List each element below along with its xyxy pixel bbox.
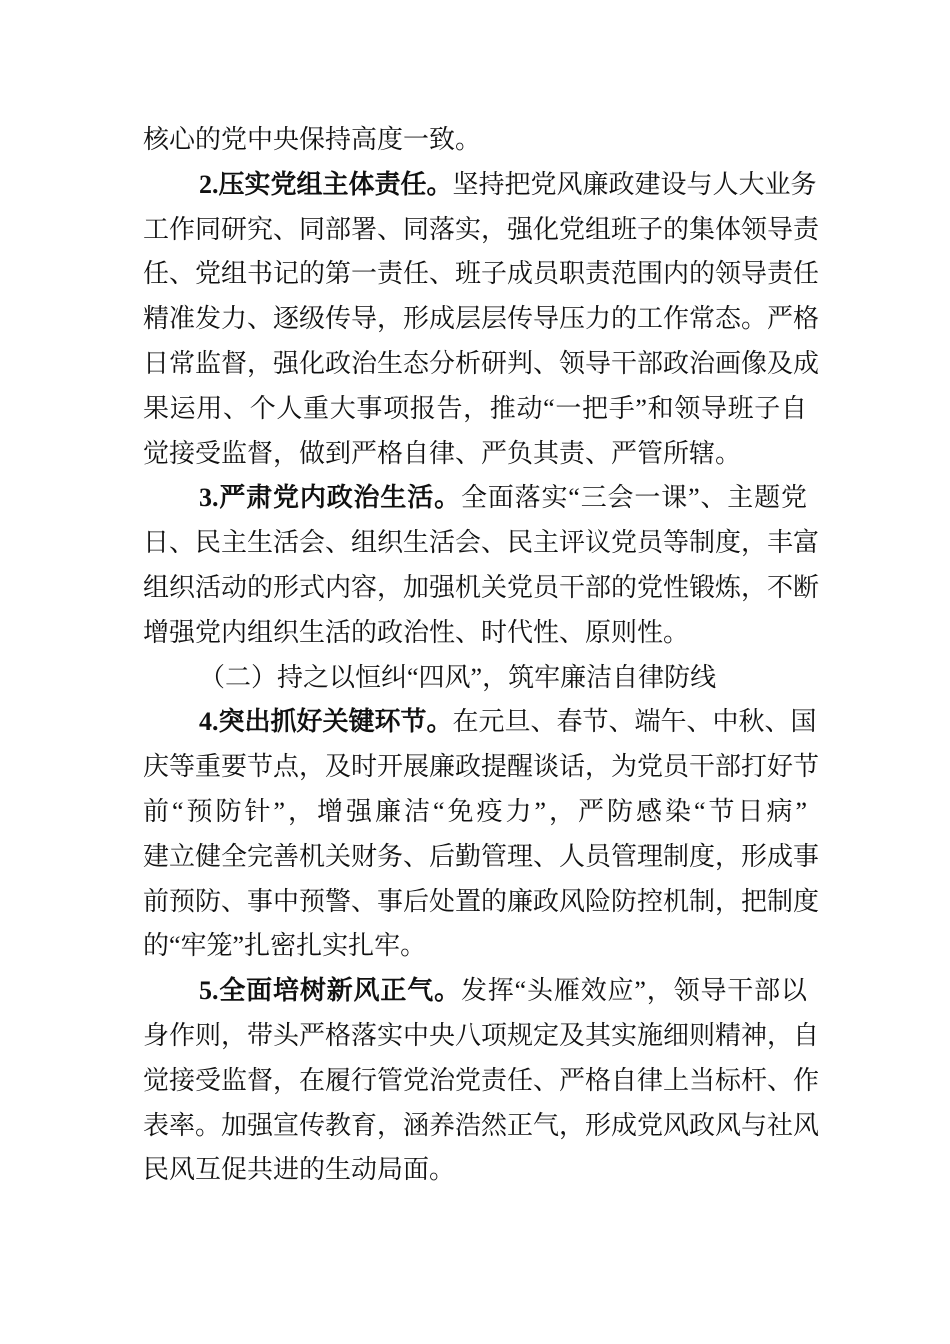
line-text: 任、党组书记的第一责任、班子成员职责范围内的领导责任: [143, 259, 820, 289]
text-line: [143, 252, 820, 297]
line-text: 增强党内组织生活的政治性、时代性、原则性。: [143, 617, 690, 647]
line-text: 前“预防针”，增强廉洁“免疫力”，严防感染“节日病”: [143, 796, 807, 826]
text-line: [143, 745, 820, 790]
line-text: 在元旦、春节、端午、中秋、国: [452, 707, 817, 737]
line-text: 发挥“头雁效应”，领导干部以: [460, 976, 807, 1006]
paragraph-lead: 3.严肃党内政治生活。: [199, 483, 461, 513]
paragraph-heading-line: [143, 700, 817, 745]
text-line: [143, 208, 820, 253]
text-line: [143, 1148, 807, 1193]
text-line: [143, 790, 807, 835]
text-line: [143, 1104, 820, 1149]
text-line: [143, 1014, 820, 1059]
document-page: [143, 118, 820, 1193]
text-line: [143, 1059, 820, 1104]
text-line: [143, 432, 807, 477]
line-text: 工作同研究、同部署、同落实，强化党组班子的集体领导责: [143, 214, 820, 244]
paragraph-heading-line: [143, 969, 807, 1014]
line-text: 前预防、事中预警、事后处置的廉政风险防控机制，把制度: [143, 886, 820, 916]
line-text: 日、民主生活会、组织生活会、民主评议党员等制度，丰富: [143, 528, 820, 558]
line-text: 身作则，带头严格落实中央八项规定及其实施细则精神，自: [143, 1020, 820, 1050]
paragraph-heading-line: [143, 476, 807, 521]
line-text: 精准发力、逐级传导，形成层层传导压力的工作常态。严格: [143, 304, 820, 334]
text-line: [143, 387, 807, 432]
paragraph-lead: 5.全面培树新风正气。: [199, 976, 461, 1006]
line-text: 果运用、个人重大事项报告，推动“一把手”和领导班子自: [143, 393, 807, 423]
line-text: 庆等重要节点，及时开展廉政提醒谈话，为党员干部打好节: [143, 752, 820, 782]
text-line: [143, 342, 820, 387]
text-line: [143, 611, 807, 656]
text-line: [143, 835, 820, 880]
line-text: 全面落实“三会一课”、主题党: [460, 483, 807, 513]
line-text: 表率。加强宣传教育，涵养浩然正气，形成党风政风与社风: [143, 1110, 820, 1140]
paragraph-heading-line: [143, 163, 817, 208]
line-text: 的“牢笼”扎密扎实扎牢。: [143, 931, 427, 961]
line-text: 觉接受监督，做到严格自律、严负其责、严管所辖。: [143, 438, 742, 468]
text-line: [143, 924, 807, 969]
paragraph-lead: 4.突出抓好关键环节。: [199, 707, 453, 737]
text-line: [143, 566, 820, 611]
line-text: （二）持之以恒纠“四风”，筑牢廉洁自律防线: [199, 662, 717, 692]
text-line: [143, 118, 807, 163]
line-text: 建立健全完善机关财务、后勤管理、人员管理制度，形成事: [143, 841, 820, 871]
text-line: [143, 656, 807, 701]
text-line: [143, 521, 820, 566]
text-line: [143, 880, 820, 925]
line-text: 民风互促共进的生动局面。: [143, 1155, 456, 1185]
line-text: 坚持把党风廉政建设与人大业务: [452, 169, 817, 199]
line-text: 日常监督，强化政治生态分析研判、领导干部政治画像及成: [143, 348, 820, 378]
line-text: 觉接受监督，在履行管党治党责任、严格自律上当标杆、作: [143, 1065, 820, 1095]
line-text: 组织活动的形式内容，加强机关党员干部的党性锻炼，不断: [143, 572, 820, 602]
line-text: 核心的党中央保持高度一致。: [143, 125, 482, 154]
paragraph-lead: 2.压实党组主体责任。: [199, 169, 453, 199]
text-line: [143, 297, 820, 342]
